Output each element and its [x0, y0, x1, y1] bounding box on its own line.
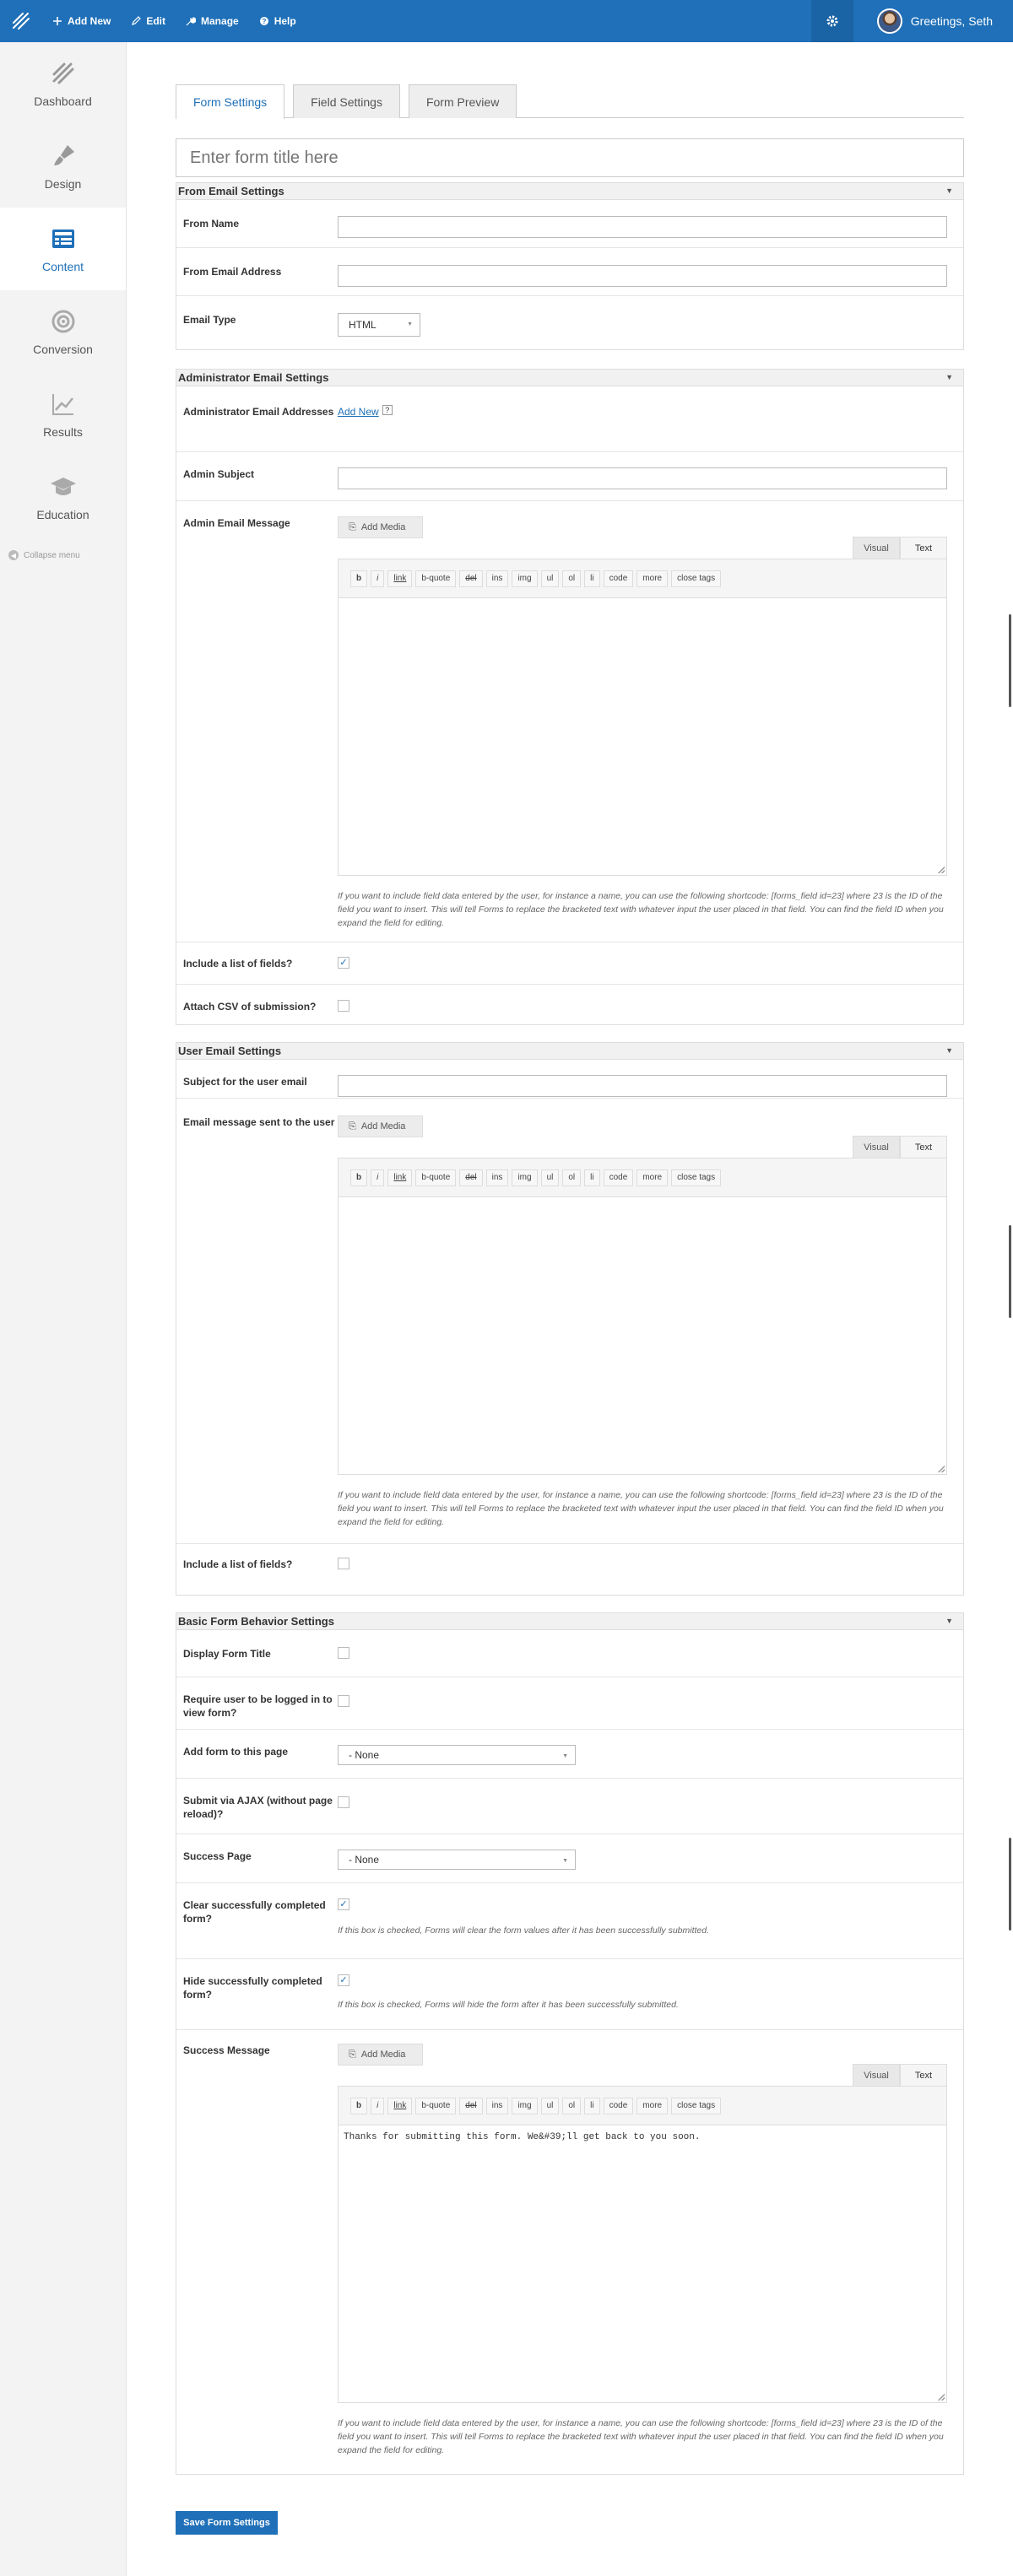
- success-page-label: Success Page: [183, 1850, 252, 1862]
- qt-quote-button[interactable]: b-quote: [415, 570, 456, 587]
- qt-li-button[interactable]: li: [584, 1169, 599, 1186]
- collapse-arrow-icon: ◀: [8, 550, 19, 560]
- graduation-cap-icon: [49, 473, 78, 501]
- section-header[interactable]: [176, 1613, 963, 1630]
- shortcode-help-text: If you want to include field data entered by the user, for instance a name, you can use the following shortcode: [forms_field id=23] where 23 is the ID of the field you want to insert. This will tell Forms to replace the bracketed text with whatever input the user placed in that field. You can find the field ID when you expand the field for editing.: [338, 2418, 944, 2455]
- manage-label: Manage: [201, 15, 239, 27]
- sidebar-item-label: Results: [43, 425, 83, 439]
- qt-italic-button[interactable]: i: [371, 570, 384, 587]
- section-header[interactable]: [176, 183, 963, 200]
- from-address-row: [176, 248, 963, 296]
- text-tab[interactable]: Text: [900, 537, 947, 559]
- qt-italic-button[interactable]: i: [371, 1169, 384, 1186]
- shortcode-help-text: If you want to include field data entered by the user, for instance a name, you can use the following shortcode: [forms_field id=23] where 23 is the ID of the field you want to insert. This will tell Forms to replace the bracketed text with whatever input the user placed in that field. You can find the field ID when you expand the field for editing.: [338, 1490, 944, 1527]
- qt-ul-button[interactable]: ul: [541, 1169, 560, 1186]
- success-page-select[interactable]: [338, 1850, 576, 1870]
- sidebar: [0, 42, 127, 2576]
- toggle-arrow-icon[interactable]: ▼: [945, 186, 953, 195]
- success-message-textarea[interactable]: [339, 2125, 946, 2402]
- user-menu[interactable]: [862, 0, 1013, 42]
- qt-ul-button[interactable]: ul: [541, 2098, 560, 2114]
- admin-email-settings-section: [176, 369, 964, 1025]
- plus-icon: [52, 16, 62, 26]
- resize-handle[interactable]: [938, 2394, 945, 2400]
- checkmark-icon: ✓: [339, 1898, 348, 1909]
- main-content: [176, 84, 964, 2475]
- edit-label: Edit: [146, 15, 166, 27]
- chevron-down-icon: ▼: [562, 1858, 568, 1864]
- clear-form-help: If this box is checked, Forms will clear the form values after it has been successfully submitted.: [338, 1925, 710, 1936]
- display-title-checkbox[interactable]: [338, 1647, 349, 1659]
- manage-button[interactable]: [176, 0, 249, 42]
- sidebar-item-label: Design: [44, 177, 82, 191]
- email-type-label: Email Type: [183, 314, 236, 326]
- attach-csv-row: [176, 985, 963, 1025]
- dashboard-icon: [49, 59, 78, 88]
- section-title: Administrator Email Settings: [178, 371, 329, 384]
- text-tab[interactable]: Text: [900, 1136, 947, 1158]
- qt-code-button[interactable]: code: [604, 570, 634, 587]
- user-subject-input[interactable]: [338, 1075, 947, 1097]
- add-media-button[interactable]: [338, 516, 423, 538]
- qt-ins-button[interactable]: ins: [486, 1169, 509, 1186]
- media-icon: ⎘: [349, 2049, 356, 2060]
- qt-del-button[interactable]: del: [459, 1169, 482, 1186]
- success-page-row: [176, 1834, 963, 1883]
- quicktags-toolbar: [339, 559, 946, 598]
- scrollbar-marker[interactable]: [1009, 614, 1011, 707]
- help-tooltip-icon[interactable]: ?: [382, 405, 393, 415]
- scrollbar-marker[interactable]: [1009, 1838, 1011, 1931]
- success-message-editor: [338, 2086, 947, 2403]
- toggle-arrow-icon[interactable]: ▼: [945, 373, 953, 381]
- display-title-label: Display Form Title: [183, 1648, 271, 1660]
- sidebar-item-education[interactable]: [0, 456, 126, 538]
- section-title: Basic Form Behavior Settings: [178, 1615, 334, 1628]
- add-media-label: Add Media: [360, 2049, 406, 2060]
- form-icon: [49, 224, 78, 253]
- qt-img-button[interactable]: img: [512, 1169, 537, 1186]
- qt-ol-button[interactable]: ol: [562, 570, 581, 587]
- sidebar-item-label: Dashboard: [34, 95, 92, 108]
- add-to-page-row: [176, 1730, 963, 1779]
- add-new-address-link[interactable]: Add New: [338, 406, 379, 418]
- add-media-label: Add Media: [360, 1121, 406, 1131]
- add-media-button[interactable]: [338, 1115, 423, 1137]
- clear-form-row: [176, 1883, 963, 1959]
- qt-ins-button[interactable]: ins: [486, 2098, 509, 2114]
- add-media-label: Add Media: [360, 522, 406, 532]
- tab-form-settings[interactable]: Form Settings: [176, 84, 284, 119]
- add-to-page-label: Add form to this page: [183, 1746, 288, 1758]
- admin-subject-row: [176, 452, 963, 501]
- avatar: [877, 8, 902, 34]
- greeting-text: Greetings, Seth: [910, 14, 993, 28]
- quicktags-toolbar: [339, 1158, 946, 1197]
- qt-code-button[interactable]: code: [604, 1169, 634, 1186]
- user-include-fields-row: [176, 1544, 963, 1595]
- user-message-textarea[interactable]: [339, 1197, 946, 1474]
- section-header[interactable]: [176, 370, 963, 386]
- qt-del-button[interactable]: del: [459, 570, 482, 587]
- include-fields-checkbox[interactable]: [338, 957, 349, 969]
- section-title: User Email Settings: [178, 1045, 282, 1057]
- text-tab[interactable]: Text: [900, 2064, 947, 2086]
- media-icon: ⎘: [349, 521, 356, 532]
- display-title-row: [176, 1630, 963, 1677]
- admin-addresses-label: Administrator Email Addresses: [183, 406, 334, 418]
- success-message-row: [176, 2030, 963, 2476]
- qt-ol-button[interactable]: ol: [562, 2098, 581, 2114]
- email-type-select[interactable]: [338, 313, 420, 337]
- hide-form-checkbox[interactable]: [338, 1974, 349, 1986]
- require-login-row: [176, 1677, 963, 1730]
- help-button[interactable]: [249, 0, 306, 42]
- qt-img-button[interactable]: img: [512, 2098, 537, 2114]
- quicktags-toolbar: [339, 2087, 946, 2125]
- tab-bar: [176, 84, 964, 118]
- visual-tab[interactable]: Visual: [853, 2064, 900, 2086]
- ajax-row: [176, 1779, 963, 1834]
- sidebar-item-conversion[interactable]: [0, 290, 126, 373]
- toggle-arrow-icon[interactable]: ▼: [945, 1617, 953, 1625]
- pencil-icon: [131, 16, 141, 26]
- media-icon: ⎘: [349, 1121, 356, 1131]
- section-title: From Email Settings: [178, 185, 284, 197]
- user-message-label: Email message sent to the user: [183, 1116, 335, 1128]
- admin-message-label: Admin Email Message: [183, 517, 290, 529]
- sidebar-item-results[interactable]: [0, 373, 126, 456]
- user-message-row: [176, 1099, 963, 1544]
- tab-field-settings[interactable]: Field Settings: [293, 84, 400, 118]
- target-icon: [49, 307, 78, 336]
- from-email-settings-section: [176, 182, 964, 350]
- resize-handle[interactable]: [938, 1466, 945, 1472]
- add-to-page-value: - None: [349, 1749, 380, 1761]
- email-type-value: HTML: [349, 319, 376, 331]
- add-new-button[interactable]: [42, 0, 121, 42]
- qt-close-tags-button[interactable]: close tags: [671, 1169, 721, 1186]
- svg-text:?: ?: [262, 18, 267, 25]
- tab-form-preview[interactable]: Form Preview: [409, 84, 517, 118]
- logo-icon[interactable]: [0, 0, 42, 42]
- qt-li-button[interactable]: li: [584, 2098, 599, 2114]
- help-label: Help: [274, 15, 296, 27]
- add-new-label: Add New: [68, 15, 111, 27]
- sidebar-item-design[interactable]: [0, 125, 126, 208]
- from-name-input[interactable]: [338, 216, 947, 238]
- qt-ul-button[interactable]: ul: [541, 570, 560, 587]
- qt-del-button[interactable]: del: [459, 2098, 482, 2114]
- success-page-value: - None: [349, 1854, 380, 1866]
- hide-form-row: [176, 1959, 963, 2030]
- admin-subject-input[interactable]: [338, 467, 947, 489]
- shortcode-help-text: If you want to include field data entered by the user, for instance a name, you can use the following shortcode: [forms_field id=23] where 23 is the ID of the field you want to insert. This will tell Forms to replace the bracketed text with whatever input the user placed in that field. You can find the field ID when you expand the field for editing.: [338, 891, 944, 928]
- include-fields-label: Include a list of fields?: [183, 958, 293, 969]
- form-title-input[interactable]: [176, 138, 964, 177]
- qt-ins-button[interactable]: ins: [486, 570, 509, 587]
- admin-message-editor: [338, 559, 947, 876]
- from-name-row: [176, 200, 963, 248]
- qt-bold-button[interactable]: b: [350, 1169, 367, 1186]
- clear-form-checkbox[interactable]: [338, 1898, 349, 1910]
- admin-addresses-row: [176, 386, 963, 452]
- visual-tab[interactable]: Visual: [853, 1136, 900, 1158]
- gear-icon[interactable]: [811, 0, 853, 42]
- hide-form-label: Hide successfully completed form?: [183, 1975, 322, 2001]
- top-bar: [0, 0, 1013, 42]
- collapse-menu-button[interactable]: [0, 538, 126, 572]
- toggle-arrow-icon[interactable]: ▼: [945, 1046, 953, 1055]
- sidebar-item-label: Education: [36, 508, 89, 521]
- qt-close-tags-button[interactable]: close tags: [671, 2098, 721, 2114]
- qt-li-button[interactable]: li: [584, 570, 599, 587]
- ajax-label: Submit via AJAX (without page reload)?: [183, 1795, 333, 1820]
- hide-form-help: If this box is checked, Forms will hide the form after it has been successfully submitted.: [338, 2000, 679, 2010]
- chevron-down-icon: ▼: [407, 321, 413, 327]
- attach-csv-label: Attach CSV of submission?: [183, 1001, 317, 1013]
- qt-code-button[interactable]: code: [604, 2098, 634, 2114]
- clear-form-label: Clear successfully completed form?: [183, 1899, 326, 1925]
- user-include-fields-checkbox[interactable]: [338, 1558, 349, 1569]
- checkmark-icon: ✓: [339, 1974, 348, 1985]
- scrollbar-marker[interactable]: [1009, 1225, 1011, 1318]
- collapse-menu-label: Collapse menu: [24, 550, 80, 560]
- from-address-label: From Email Address: [183, 266, 282, 278]
- sidebar-item-label: Content: [41, 260, 84, 273]
- from-name-label: From Name: [183, 218, 240, 230]
- qt-more-button[interactable]: more: [637, 2098, 668, 2114]
- admin-message-textarea[interactable]: [339, 598, 946, 875]
- qt-italic-button[interactable]: i: [371, 2098, 384, 2114]
- visual-tab[interactable]: Visual: [853, 537, 900, 559]
- section-header[interactable]: [176, 1043, 963, 1060]
- qt-more-button[interactable]: more: [637, 1169, 668, 1186]
- attach-csv-checkbox[interactable]: [338, 1000, 349, 1012]
- success-message-label: Success Message: [183, 2044, 270, 2056]
- sidebar-item-content[interactable]: [0, 208, 126, 290]
- qt-link-button[interactable]: link: [387, 570, 412, 587]
- email-type-row: [176, 296, 963, 349]
- user-subject-row: [176, 1060, 963, 1099]
- help-icon: [259, 16, 269, 26]
- qt-quote-button[interactable]: b-quote: [415, 1169, 456, 1186]
- require-login-checkbox[interactable]: [338, 1695, 349, 1707]
- qt-link-button[interactable]: link: [387, 1169, 412, 1186]
- qt-ol-button[interactable]: ol: [562, 1169, 581, 1186]
- save-form-settings-button[interactable]: Save Form Settings: [176, 2511, 278, 2535]
- qt-quote-button[interactable]: b-quote: [415, 2098, 456, 2114]
- sidebar-item-label: Conversion: [33, 343, 93, 356]
- user-message-editor: [338, 1158, 947, 1475]
- form-behavior-settings-section: [176, 1612, 964, 2475]
- wrench-icon: [186, 16, 196, 26]
- chart-icon: [49, 390, 78, 419]
- qt-img-button[interactable]: img: [512, 570, 537, 587]
- user-subject-label: Subject for the user email: [183, 1076, 307, 1088]
- include-fields-label: Include a list of fields?: [183, 1558, 293, 1570]
- checkmark-icon: ✓: [339, 957, 348, 968]
- from-address-input[interactable]: [338, 265, 947, 287]
- ajax-checkbox[interactable]: [338, 1796, 349, 1808]
- brush-icon: [49, 142, 78, 170]
- success-message-text: Thanks for submitting this form. We&#39;ll get back to you soon.: [344, 2132, 701, 2142]
- user-email-settings-section: [176, 1042, 964, 1596]
- chevron-down-icon: ▼: [562, 1753, 568, 1759]
- qt-bold-button[interactable]: b: [350, 2098, 367, 2114]
- qt-bold-button[interactable]: b: [350, 570, 367, 587]
- admin-subject-label: Admin Subject: [183, 468, 255, 480]
- qt-more-button[interactable]: more: [637, 570, 668, 587]
- resize-handle[interactable]: [938, 867, 945, 873]
- add-media-button[interactable]: [338, 2044, 423, 2066]
- admin-message-row: [176, 501, 963, 942]
- edit-button[interactable]: [121, 0, 176, 42]
- qt-link-button[interactable]: link: [387, 2098, 412, 2114]
- qt-close-tags-button[interactable]: close tags: [671, 570, 721, 587]
- sidebar-item-dashboard[interactable]: [0, 42, 126, 125]
- add-to-page-select[interactable]: [338, 1745, 576, 1765]
- require-login-label: Require user to be logged in to view form?: [183, 1693, 333, 1719]
- admin-include-fields-row: [176, 942, 963, 985]
